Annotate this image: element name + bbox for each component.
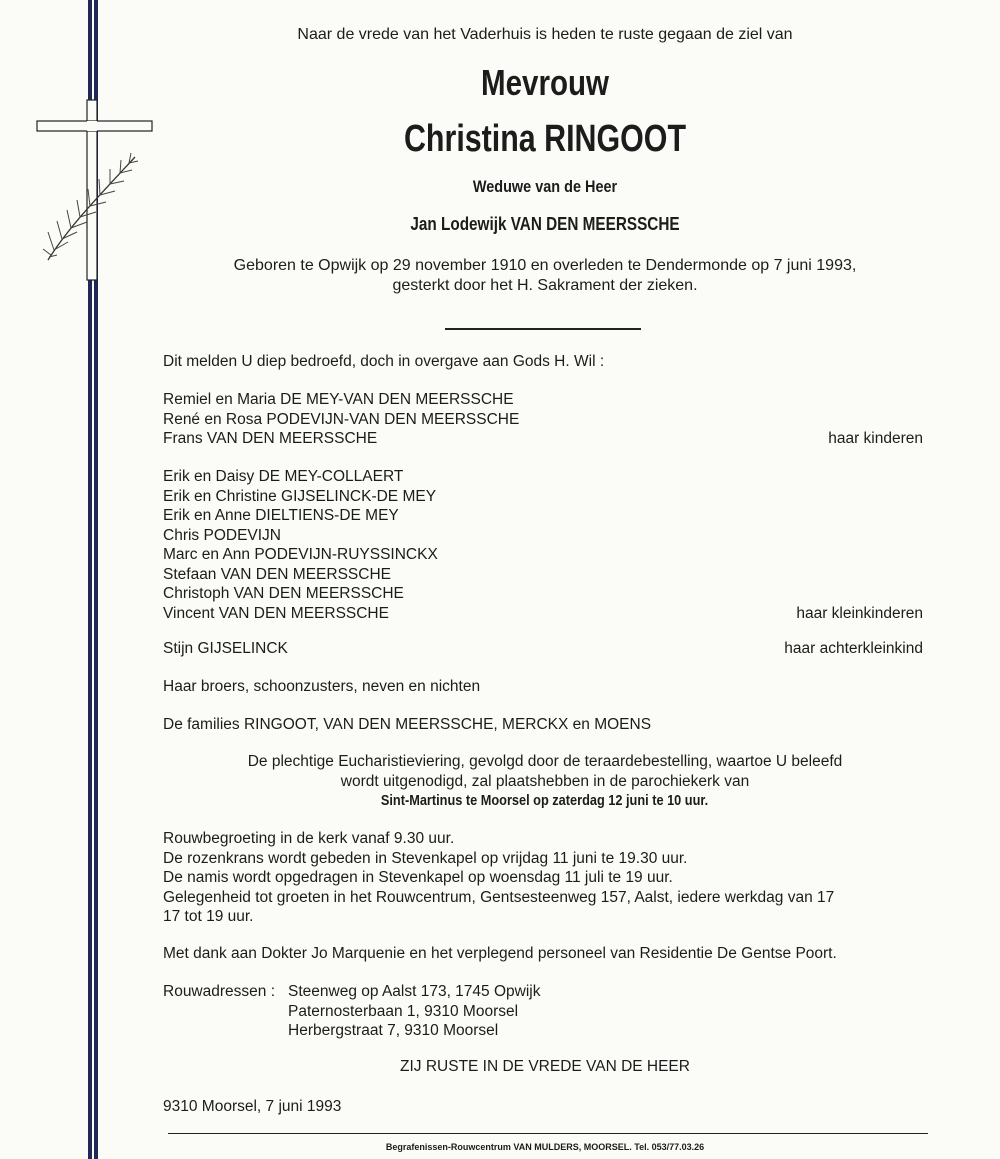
- cross-with-palm-icon: [30, 95, 160, 290]
- relatives-line: Haar broers, schoonzusters, neven en nichten: [163, 678, 481, 695]
- deceased-name: Christina RINGOOT: [403, 118, 687, 160]
- title-mevrouw: Mevrouw: [481, 62, 609, 103]
- divider-short: [445, 328, 641, 330]
- widow-line: Weduwe van de Heer: [472, 177, 618, 196]
- great-grandchild: [163, 639, 923, 659]
- schedule-line: Rouwbegroeting in de kerk vanaf 9.30 uur.: [163, 830, 455, 847]
- service-announcement: [160, 752, 930, 811]
- list-item: Remiel en Maria DE MEY-VAN DEN MEERSSCHE: [163, 391, 514, 408]
- birth-death-line-1: Geboren te Opwijk op 29 november 1910 en overleden te Dendermonde op 7 juni 1993,: [233, 257, 857, 274]
- list-item: Stefaan VAN DEN MEERSSCHE: [163, 565, 391, 583]
- list-item: Christoph VAN DEN MEERSSCHE: [163, 585, 404, 602]
- list-item-name: Frans VAN DEN MEERSSCHE: [163, 430, 378, 447]
- list-item: Erik en Anne DIELTIENS-DE MEY: [163, 507, 399, 524]
- birth-death-line-2: gesterkt door het H. Sakrament der zieken.: [392, 277, 698, 294]
- husband-name: Jan Lodewijk VAN DEN MEERSSCHE: [410, 214, 680, 234]
- schedule-line: De namis wordt opgedragen in Stevenkapel op woensdag 11 juli te 19 uur.: [163, 869, 673, 886]
- mourning-addresses: [163, 982, 540, 1041]
- list-item: [163, 604, 923, 624]
- list-item: Marc en Ann PODEVIJN-RUYSSINCKX: [163, 546, 438, 563]
- list-item: Erik en Christine GIJSELINCK-DE MEY: [163, 487, 437, 505]
- list-item-name: Vincent VAN DEN MEERSSCHE: [163, 604, 389, 622]
- thanks-line: Met dank aan Dokter Jo Marquenie en het verplegend personeel van Residentie De Gentse Poort.: [163, 945, 837, 962]
- schedule-line: De rozenkrans wordt gebeden in Stevenkapel op vrijdag 11 juni te 19.30 uur.: [163, 849, 688, 867]
- children-list: [163, 390, 923, 449]
- funeral-home-footer: Begrafenissen-Rouwcentrum VAN MULDERS, MOORSEL. Tel. 053/77.03.26: [385, 1142, 705, 1152]
- birth-death-text: [160, 256, 930, 296]
- service-location: Sint-Martinus te Moorsel op zaterdag 12 juni te 10 uur.: [381, 792, 709, 809]
- relation-label: haar achterkleinkind: [784, 640, 923, 657]
- list-item: Erik en Daisy DE MEY-COLLAERT: [163, 468, 404, 485]
- families-line: De families RINGOOT, VAN DEN MEERSSCHE, MERCKX en MOENS: [163, 716, 652, 733]
- schedule-line: 17 tot 19 uur.: [163, 908, 254, 925]
- address-line: Herbergstraat 7, 9310 Moorsel: [288, 1022, 499, 1039]
- address-line: Paternosterbaan 1, 9310 Moorsel: [288, 1002, 519, 1020]
- schedule-line: Gelegenheid tot groeten in het Rouwcentrum, Gentsesteenweg 157, Aalst, iedere werkdag van 17: [163, 888, 835, 906]
- closing-prayer: ZIJ RUSTE IN DE VREDE VAN DE HEER: [400, 1058, 690, 1075]
- place-date: 9310 Moorsel, 7 juni 1993: [163, 1098, 342, 1115]
- service-line-1: De plechtige Eucharistieviering, gevolgd door de teraardebestelling, waartoe U beleefd: [247, 753, 843, 770]
- relation-label: haar kinderen: [828, 430, 923, 447]
- intro-text: Naar de vrede van het Vaderhuis is heden te ruste gegaan de ziel van: [297, 26, 793, 43]
- addresses-label: Rouwadressen :: [163, 983, 276, 1000]
- divider-long: [168, 1133, 928, 1134]
- grandchildren-list: [163, 467, 923, 623]
- announcement: Dit melden U diep bedroefd, doch in overgave aan Gods H. Wil :: [163, 353, 605, 370]
- list-item-name: Stijn GIJSELINCK: [163, 640, 288, 657]
- list-item: [163, 639, 923, 659]
- relation-label: haar kleinkinderen: [796, 604, 923, 622]
- list-item: René en Rosa PODEVIJN-VAN DEN MEERSSCHE: [163, 410, 520, 428]
- service-line-2: wordt uitgenodigd, zal plaatshebben in de parochiekerk van: [340, 772, 750, 790]
- list-item: [163, 429, 923, 449]
- address-line: Steenweg op Aalst 173, 1745 Opwijk: [288, 983, 541, 1000]
- schedule-list: [163, 829, 923, 927]
- list-item: Chris PODEVIJN: [163, 526, 281, 544]
